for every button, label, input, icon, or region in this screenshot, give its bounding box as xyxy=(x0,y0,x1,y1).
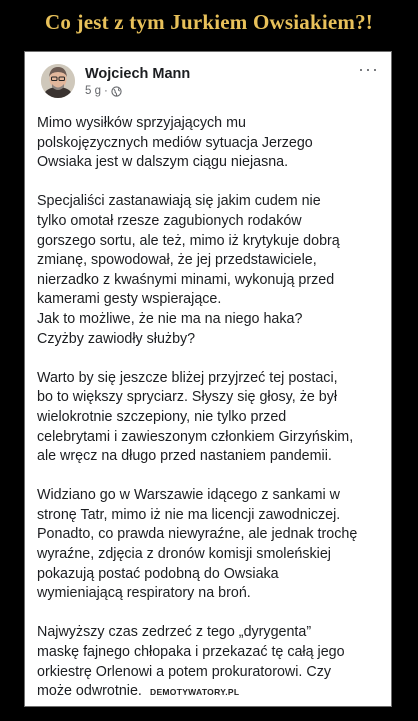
post-text-line: Najwyższy czas zedrzeć z tego „dyrygenta” xyxy=(37,624,312,641)
watermark: DEMOTYWATORY.PL xyxy=(147,685,242,699)
post-text-line: wymieniającą respiratory na broń. xyxy=(37,585,251,602)
more-horizontal-icon[interactable]: ··· xyxy=(358,59,379,79)
page-title: Co jest z tym Jurkiem Owsiakiem?! xyxy=(45,10,373,34)
post-text-line: maskę fajnego chłopaka i przekazać tę całą jego xyxy=(37,644,345,661)
post-text-line: Czyżby zawiodły służby? xyxy=(37,330,196,347)
post-paragraph xyxy=(37,369,387,467)
post-text-line: bo to większy spryciarz. Słyszy się głosy, że był xyxy=(37,389,338,406)
post-text-line: ale wręcz na długo przed nastaniem pandemii. xyxy=(37,448,332,465)
post-text-line: tylko omotał rzesze zagubionych rodaków xyxy=(37,212,302,229)
post-text-line: Specjaliści zastanawiają się jakim cudem nie xyxy=(37,193,321,210)
avatar[interactable] xyxy=(41,64,75,98)
post-text-line: orkiestrę Orlenowi a potem prokuratorowi. Czy xyxy=(37,663,331,680)
post-text-line: kamerami gesty wspierające. xyxy=(37,291,222,308)
post-text-line: celebrytami i zawieszonym członkiem Girzyńskim, xyxy=(37,428,354,445)
post-paragraph xyxy=(37,114,387,173)
post-paragraph xyxy=(37,486,387,604)
post-text-line: wielokrotnie szczepiony, nie tylko przed xyxy=(37,408,287,425)
post-text-line: Jak to możliwe, że nie ma na niego haka? xyxy=(37,310,303,327)
post-text-line: stronę Tatr, mimo iż nie ma licencji zawodniczej. xyxy=(37,506,341,523)
post-text-line: Warto by się jeszcze bliżej przyjrzeć tej postaci, xyxy=(37,369,338,386)
post-text-line: Ponadto, co prawda niewyraźne, ale jednak trochę xyxy=(37,526,358,543)
post-body xyxy=(37,114,387,721)
globe-icon xyxy=(111,86,122,97)
post-paragraph xyxy=(37,192,387,349)
post-text-line: zmianę, spowodował, że jej przedstawiciele, xyxy=(37,252,317,269)
post-timestamp[interactable]: 5 g xyxy=(85,85,101,97)
post-text-line: wyraźne, zdjęcia z dronów komisji smoleńskiej xyxy=(37,546,331,563)
post-author[interactable]: Wojciech Mann xyxy=(85,66,191,82)
meta-separator: · xyxy=(104,85,108,97)
post-text-line: może odwrotnie. xyxy=(37,683,142,700)
post-text-line: Mimo wysiłków sprzyjających mu xyxy=(37,115,246,131)
avatar-portrait-icon xyxy=(41,64,75,98)
post-meta xyxy=(85,85,122,97)
post-text-line: nierzadko z kwaśnymi minami, wykonują przed xyxy=(37,271,335,288)
post-text-line: gorszego sortu, ale też, mimo iż krytykuje dobrą xyxy=(37,232,340,249)
post-text-line: polskojęzycznych mediów sytuacja Jerzego xyxy=(37,134,313,151)
post-text-line: pokazują postać podobną do Owsiaka xyxy=(37,565,279,582)
post-text-line: Owsiaka jest w dalszym ciągu niejasna. xyxy=(37,154,289,171)
post-text-line: Widziano go w Warszawie idącego z sankami w xyxy=(37,487,340,504)
post-card xyxy=(24,51,392,707)
